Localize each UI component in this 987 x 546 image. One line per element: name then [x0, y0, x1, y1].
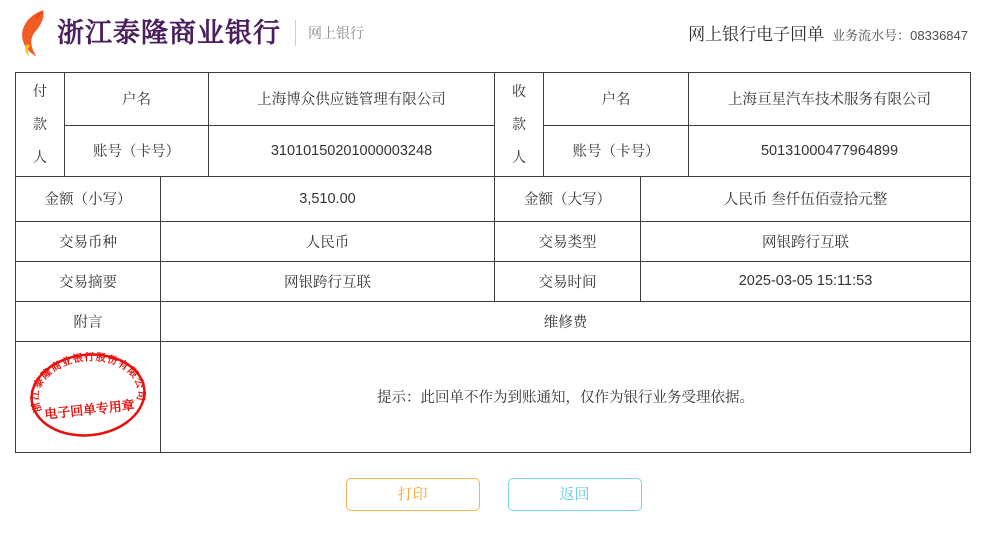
receipt-table: [15, 72, 971, 453]
header: [0, 0, 987, 66]
logo-divider: [295, 20, 296, 46]
currency-value: 人民币: [161, 221, 495, 261]
time-value: 2025-03-05 15:11:53: [641, 261, 971, 301]
payee-name-value: 上海亘星汽车技术服务有限公司: [689, 73, 971, 126]
table-row: [16, 341, 971, 452]
payer-name-label: 户名: [65, 73, 209, 126]
payer-name-value: 上海博众供应链管理有限公司: [209, 73, 495, 126]
payer-role-cell: [16, 73, 65, 177]
action-buttons: [346, 478, 642, 511]
stamp-arc-text: 浙江泰隆商业银行股份有限公司: [29, 351, 147, 414]
currency-label: 交易币种: [16, 221, 161, 261]
payee-name-label: 户名: [544, 73, 689, 126]
header-right: [688, 20, 968, 45]
serial-value: 08336847: [910, 28, 968, 43]
serial-number: [832, 25, 968, 44]
table-row: [16, 125, 971, 176]
remark-value: 维修费: [161, 301, 971, 341]
amount-lower-value: 3,510.00: [161, 176, 495, 221]
amount-lower-label: 金额（小写）: [16, 176, 161, 221]
product-name: 网上银行: [308, 25, 364, 41]
bank-stamp: [20, 342, 157, 447]
bank-logo: [14, 7, 364, 59]
bank-name: 浙江泰隆商业银行: [57, 18, 281, 48]
time-label: 交易时间: [495, 261, 641, 301]
payee-role-cell: [495, 73, 544, 177]
type-label: 交易类型: [495, 221, 641, 261]
payee-account-value: 50131000477964899: [689, 125, 971, 176]
stamp-line-text: 电子回单专用章: [43, 397, 136, 422]
payee-account-label: 账号（卡号）: [544, 125, 689, 176]
table-row: [16, 176, 971, 221]
summary-label: 交易摘要: [16, 261, 161, 301]
notice-text: 提示：此回单不作为到账通知，仅作为银行业务受理依据。: [161, 341, 971, 452]
serial-label: 业务流水号：: [832, 28, 911, 43]
type-value: 网银跨行互联: [641, 221, 971, 261]
table-row: [16, 221, 971, 261]
summary-value: 网银跨行互联: [161, 261, 495, 301]
payer-account-label: 账号（卡号）: [65, 125, 209, 176]
amount-upper-value: 人民币 叁仟伍佰壹拾元整: [641, 176, 971, 221]
stamp-cell: [16, 341, 161, 452]
payer-account-value: 31010150201000003248: [209, 125, 495, 176]
table-row: [16, 261, 971, 301]
back-button[interactable]: 返回: [508, 478, 642, 511]
table-row: [16, 73, 971, 126]
remark-label: 附言: [16, 301, 161, 341]
payee-role-label: 收款人: [511, 83, 526, 165]
amount-upper-label: 金额（大写）: [495, 176, 641, 221]
payer-role-label: 付款人: [32, 83, 47, 165]
fish-logo-icon: [14, 7, 54, 59]
table-row: [16, 301, 971, 341]
print-button[interactable]: 打印: [346, 478, 480, 511]
receipt-title: 网上银行电子回单: [688, 25, 825, 44]
